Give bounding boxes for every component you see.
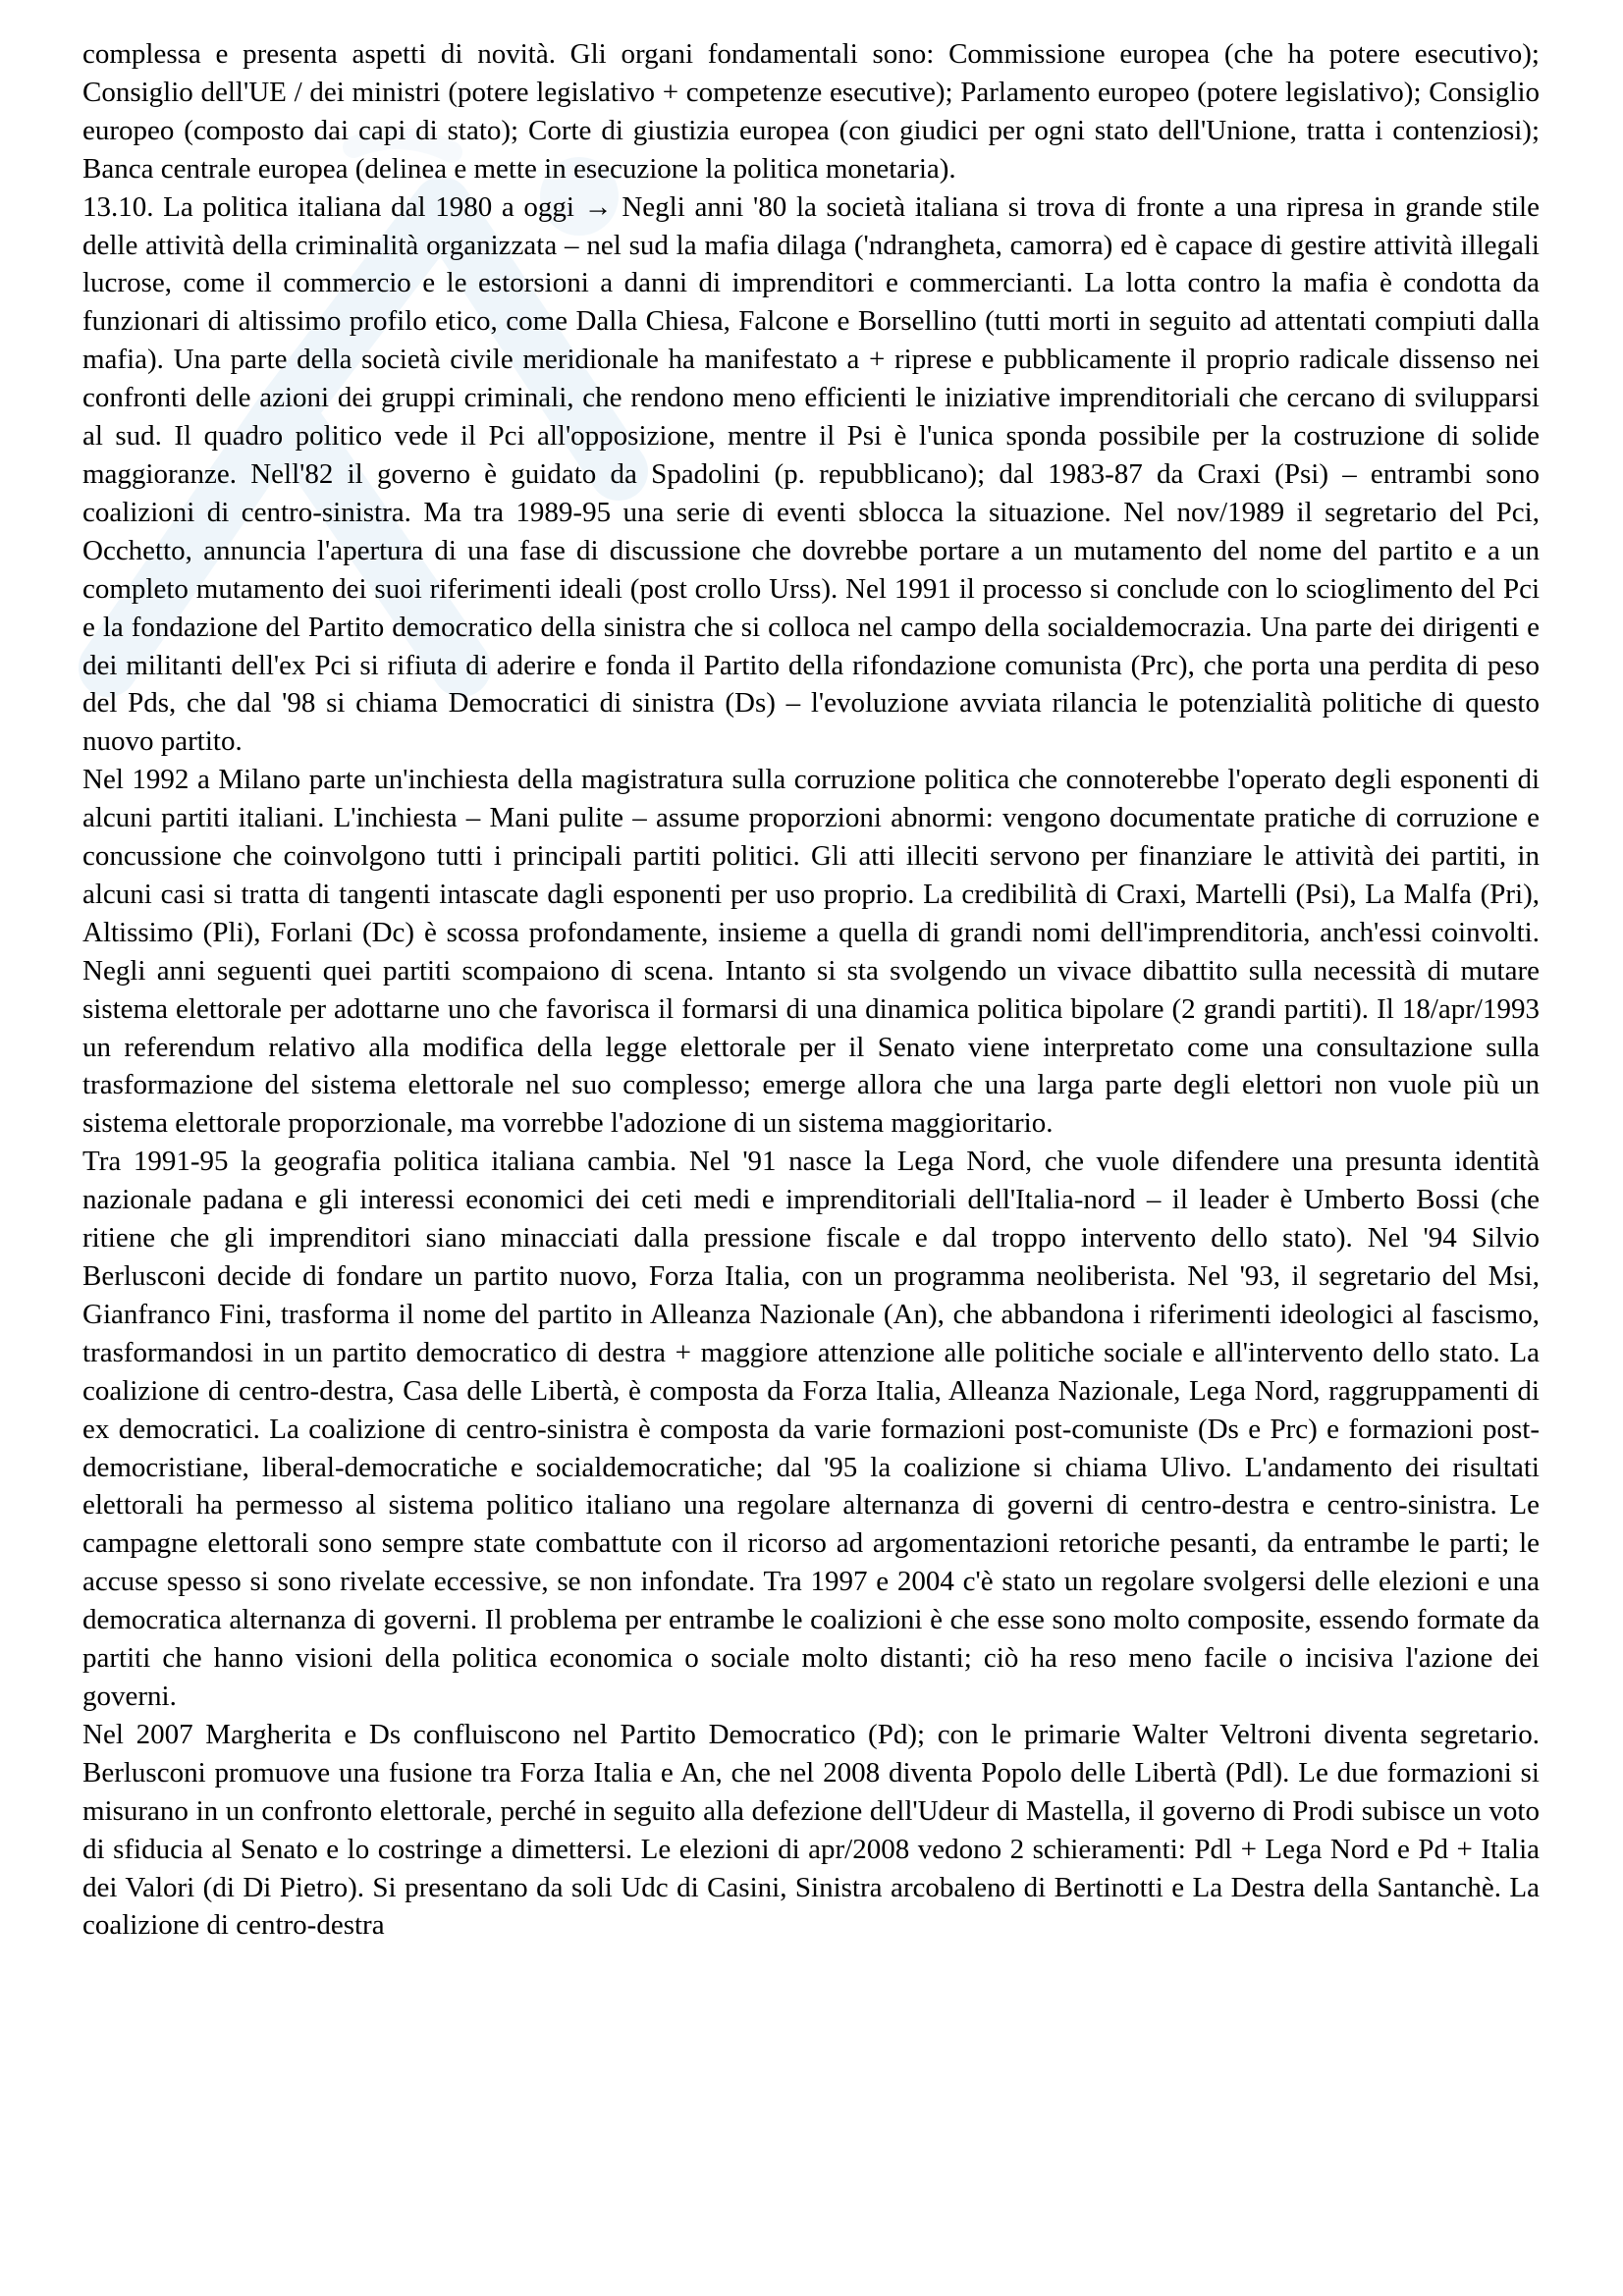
paragraph-2007-2008: Nel 2007 Margherita e Ds confluiscono nel Partito Democratico (Pd); con le primarie Walter Veltroni diventa segretario. Berlusconi promuove una fusione tra Forza Italia e An, che nel 2008 diventa Popolo delle Libertà (Pdl). Le due formazioni si misurano in un confronto elettorale, perché in seguito alla defezione dell'Udeur di Mastella, il governo di Prodi subisce un voto di sfiducia al Senato e lo costringe a dimettersi. Le elezioni di apr/2008 vedono 2 schieramenti: Pdl + Lega Nord e Pd + Italia dei Valori (di Di Pietro). Si presentano da soli Udc di Casini, Sinistra arcobaleno di Bertinotti e La Destra della Santanchè. La coalizione di centro-destra (82, 1718, 1540, 1942)
document-page (82, 35, 1540, 1945)
paragraph-mani-pulite: Nel 1992 a Milano parte un'inchiesta della magistratura sulla corruzione politica che connoterebbe l'operato degli esponenti di alcuni partiti italiani. L'inchiesta – Mani pulite – assume proporzioni abnormi: vengono documentate pratiche di corruzione e concussione che coinvolgono tutti i principali partiti politici. Gli atti illeciti servono per finanziare le attività dei partiti, in alcuni casi si tratta di tangenti intascate dagli esponenti per uso proprio. La credibilità di Craxi, Martelli (Psi), La Malfa (Pri), Altissimo (Pli), Forlani (Dc) è scossa profondamente, insieme a quella di grandi nomi dell'imprenditoria, anch'essi coinvolti. Negli anni seguenti quei partiti scompaiono di scena. Intanto si sta svolgendo un vivace dibattito sulla necessità di mutare sistema elettorale per adottarne uno che favorisca il formarsi di una dinamica politica bipolare (2 grandi partiti). Il 18/apr/1993 un referendum relativo alla modifica della legge elettorale per il Senato viene interpretato come una consultazione sulla trasformazione del sistema elettorale nel suo complesso; emerge allora che una larga parte degli elettori non vuole più un sistema elettorale proporzionale, ma vorrebbe l'adozione di un sistema maggioritario. (82, 764, 1540, 1140)
paragraph-eu-organs: complessa e presenta aspetti di novità. Gli organi fondamentali sono: Commissione europea (che ha potere esecutivo); Consiglio dell'UE / dei ministri (potere legislativo + competenze esecutive); Parlamento europeo (potere legislativo); Consiglio europeo (composto dai capi di stato); Corte di giustizia europea (con giudici per ogni stato dell'Unione, tratta i contenziosi); Banca centrale europea (delinea e mette in esecuzione la politica monetaria). (82, 38, 1540, 185)
paragraph-italian-politics-1980: 13.10. La politica italiana dal 1980 a oggi → Negli anni '80 la società italiana si trova di fronte a una ripresa in grande stile delle attività della criminalità organizzata – nel sud la mafia dilaga ('ndrangheta, camorra) ed è capace di gestire attività illegali lucrose, come il commercio e le estorsioni a danni di imprenditori e commercianti. La lotta contro la mafia è condotta da funzionari di altissimo profilo etico, come Dalla Chiesa, Falcone e Borsellino (tutti morti in seguito ad attentati compiuti dalla mafia). Una parte della società civile meridionale ha manifestato a + riprese e pubblicamente il proprio radicale dissenso nei confronti delle azioni dei gruppi criminali, che rendono meno efficienti le iniziative imprenditoriali che cercano di svilupparsi al sud. Il quadro politico vede il Pci all'opposizione, mentre il Psi è l'unica sponda possibile per la costruzione di solide maggioranze. Nell'82 il governo è guidato da Spadolini (p. repubblicano); dal 1983-87 da Craxi (Psi) – entrambi sono coalizioni di centro-sinistra. Ma tra 1989-95 una serie di eventi sblocca la situazione. Nel nov/1989 il segretario del Pci, Occhetto, annuncia l'apertura di una fase di discussione che dovrebbe portare a un mutamento del nome del partito e a un completo mutamento dei suoi riferimenti ideali (post crollo Urss). Nel 1991 il processo si conclude con lo scioglimento del Pci e la fondazione del Partito democratico della sinistra che si colloca nel campo della socialdemocrazia. Una parte dei dirigenti e dei militanti dell'ex Pci si rifiuta di aderire e fonda il Partito della rifondazione comunista (Prc), che porta una perdita di peso del Pds, che dal '98 si chiama Democratici di sinistra (Ds) – l'evoluzione avviata rilancia le potenzialità politiche di questo nuovo partito. (82, 190, 1540, 758)
paragraph-political-geography: Tra 1991-95 la geografia politica italiana cambia. Nel '91 nasce la Lega Nord, che vuole difendere una presunta identità nazionale padana e gli interessi economici dei ceti medi e imprenditoriali dell'Italia-nord – il leader è Umberto Bossi (che ritiene che gli imprenditori siano minacciati dalla pressione fiscale e dal troppo intervento dello stato). Nel '94 Silvio Berlusconi decide di fondare un partito nuovo, Forza Italia, con un programma neoliberista. Nel '93, il segretario del Msi, Gianfranco Fini, trasforma il nome del partito in Alleanza Nazionale (An), che abbandona i riferimenti ideologici al fascismo, trasformandosi in un partito democratico di destra + maggiore attenzione alle politiche sociale e all'intervento dello stato. La coalizione di centro-destra, Casa delle Libertà, è composta da Forza Italia, Alleanza Nazionale, Lega Nord, raggruppamenti di ex democratici. La coalizione di centro-sinistra è composta da varie formazioni post-comuniste (Ds e Prc) e formazioni post-democristiane, liberal-democratiche e socialdemocratiche; dal '95 la coalizione si chiama Ulivo. L'andamento dei risultati elettorali ha permesso al sistema politico italiano una regolare alternanza di governi di centro-destra e centro-sinistra. Le campagne elettorali sono sempre state combattute con il ricorso ad argomentazioni retoriche pesanti, da entrambe le parti; le accuse spesso si sono rivelate eccessive, se non infondate. Tra 1997 e 2004 c'è stato un regolare svolgersi delle elezioni e una democratica alternanza di governi. Il problema per entrambe le coalizioni è che esse sono molto composite, essendo formate da partiti che hanno visioni della politica economica o sociale molto distanti; ciò ha reso meno facile o incisiva l'azione dei governi. (82, 1146, 1540, 1712)
